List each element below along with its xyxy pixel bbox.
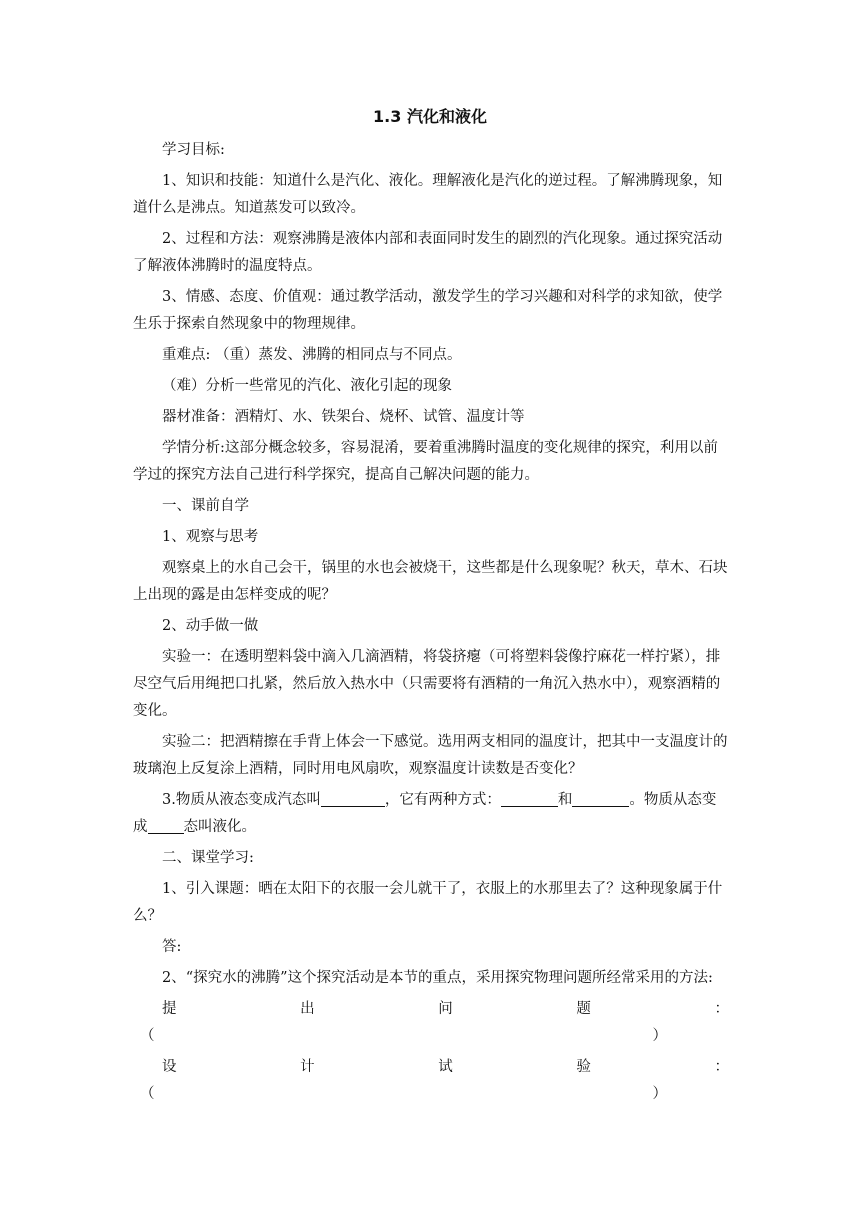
inquiry-method: 2、“探究水的沸腾”这个探究活动是本节的重点，采用探究物理问题所经常采用的方法: (162, 970, 713, 986)
page-title: 1.3 汽化和液化 (373, 107, 487, 126)
goal-process: 2、过程和方法：观察沸腾是液体内部和表面同时发生的剧烈的汽化现象。通过探究活动了解液体沸腾时的温度特点。 (133, 231, 723, 274)
step1-char: ： (714, 1001, 729, 1017)
q3-text-6: 态叫液化。 (183, 819, 256, 835)
step2-char: ： (714, 1059, 729, 1075)
experiment-one: 实验一：在透明塑料袋中滴入几滴酒精，将袋挤瘪（可将塑料袋像拧麻花一样拧紧），排尽空气后用绳把口扎紧，然后放入热水中（只需要将有酒精的一角沉入热水中），观察酒精的变化。 (133, 649, 721, 719)
q3-text-5: 态变成 (133, 792, 717, 835)
step1-char: 提 (162, 1001, 177, 1017)
experiment-two: 实验二：把酒精擦在手背上体会一下感觉。选用两支相同的温度计，把其中一支温度计的玻璃泡上反复涂上酒精，同时用电风扇吹，观察温度计读数是否变化？ (133, 734, 728, 777)
q3-text-3: 和 (557, 792, 573, 808)
section-preclass: 一、课前自学 (162, 498, 249, 514)
step-raise-question (133, 996, 729, 1023)
paren-close: ） (652, 1086, 667, 1102)
goal-knowledge: 1、知识和技能：知道什么是汽化、液化。理解液化是汽化的逆过程。了解沸腾现象，知道什么是沸点。知道蒸发可以致冷。 (133, 173, 723, 216)
difficult-points: （难）分析一些常见的汽化、液化引起的现象 (162, 378, 452, 394)
blank-state[interactable] (148, 817, 184, 834)
step2-char: 设 (162, 1059, 177, 1075)
question-three (133, 787, 729, 841)
learner-analysis: 学情分析:这部分概念较多，容易混淆，要着重沸腾时温度的变化规律的探究，利用以前学过的探究方法自己进行科学探究，提高自己解决问题的能力。 (133, 440, 718, 483)
step1-answer-parens (133, 1023, 667, 1050)
paren-open: （ (140, 1028, 155, 1044)
blank-method-1[interactable] (501, 790, 558, 807)
paren-close: ） (652, 1028, 667, 1044)
q3-text-4: 。物质从 (629, 792, 688, 808)
step1-char: 出 (300, 1001, 315, 1017)
answer-label: 答: (162, 939, 182, 955)
materials: 器材准备：酒精灯、水、铁架台、烧杯、试管、温度计等 (162, 409, 525, 425)
intro-topic: 1、引入课题：晒在太阳下的衣服一会儿就干了，衣服上的水那里去了？这种现象属于什么？ (133, 881, 723, 924)
observe-heading: 1、观察与思考 (162, 529, 259, 545)
step2-char: 试 (438, 1059, 453, 1075)
hands-on-heading: 2、动手做一做 (162, 618, 259, 634)
q3-text-1: 3.物质从液态变成汽态叫 (162, 792, 321, 808)
step1-char: 问 (438, 1001, 453, 1017)
paren-open: （ (140, 1086, 155, 1102)
blank-method-2[interactable] (572, 790, 629, 807)
section-classroom: 二、课堂学习: (162, 850, 254, 866)
step2-char: 计 (300, 1059, 315, 1075)
step2-answer-parens (133, 1081, 667, 1108)
q3-text-2: ，它有两种方式： (384, 792, 501, 808)
document-body (133, 137, 729, 1108)
blank-vaporization[interactable] (321, 790, 385, 807)
goal-attitude: 3、情感、态度、价值观：通过教学活动，激发学生的学习兴趣和对科学的求知欲，使学生乐于探索自然现象中的物理规律。 (133, 289, 723, 332)
observe-text: 观察桌上的水自己会干，锅里的水也会被烧干，这些都是什么现象呢？秋天，草木、石块上出现的露是由怎样变成的呢？ (133, 560, 728, 603)
step-design-experiment (133, 1054, 729, 1081)
step2-char: 验 (576, 1059, 591, 1075)
key-points: 重难点: （重）蒸发、沸腾的相同点与不同点。 (162, 347, 462, 363)
step1-char: 题 (576, 1001, 591, 1017)
goals-heading: 学习目标: (162, 142, 225, 158)
